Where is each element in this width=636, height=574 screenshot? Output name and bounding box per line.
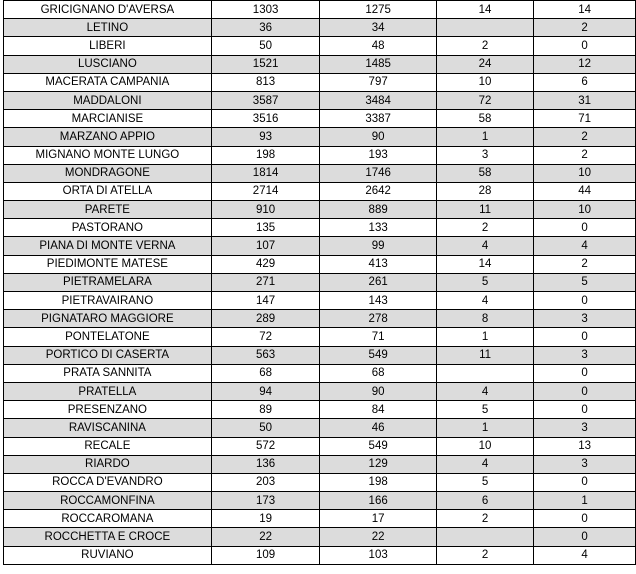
municipality-cell: PIETRAVAIRANO [4, 292, 212, 310]
value-cell-col4: 31 [534, 91, 636, 109]
table-row [4, 273, 636, 291]
value-cell-col1: 563 [211, 346, 320, 364]
value-cell-col4: 0 [534, 37, 636, 55]
table-row [4, 164, 636, 182]
municipality-cell: RUVIANO [4, 546, 212, 564]
value-cell-col4: 0 [534, 401, 636, 419]
value-cell-col1: 94 [211, 382, 320, 400]
value-cell-col1: 147 [211, 292, 320, 310]
municipality-cell: LETINO [4, 19, 212, 37]
value-cell-col1: 72 [211, 328, 320, 346]
value-cell-col1: 89 [211, 401, 320, 419]
value-cell-col4: 71 [534, 110, 636, 128]
value-cell-col4: 10 [534, 201, 636, 219]
value-cell-col1: 572 [211, 437, 320, 455]
value-cell-col3: 4 [436, 237, 533, 255]
value-cell-col2: 90 [320, 382, 436, 400]
table-row [4, 492, 636, 510]
municipality-cell: LUSCIANO [4, 55, 212, 73]
municipality-cell: PIEDIMONTE MATESE [4, 255, 212, 273]
value-cell-col2: 889 [320, 201, 436, 219]
value-cell-col4: 4 [534, 546, 636, 564]
value-cell-col1: 1303 [211, 1, 320, 19]
value-cell-col4: 3 [534, 310, 636, 328]
municipality-cell: ROCCHETTA E CROCE [4, 528, 212, 546]
value-cell-col4: 5 [534, 273, 636, 291]
value-cell-col4: 14 [534, 1, 636, 19]
value-cell-col2: 103 [320, 546, 436, 564]
value-cell-col2: 1275 [320, 1, 436, 19]
value-cell-col4: 0 [534, 510, 636, 528]
value-cell-col1: 173 [211, 492, 320, 510]
value-cell-col4: 10 [534, 164, 636, 182]
value-cell-col3: 10 [436, 73, 533, 91]
table-row [4, 346, 636, 364]
table-row [4, 182, 636, 200]
value-cell-col1: 19 [211, 510, 320, 528]
value-cell-col4: 0 [534, 382, 636, 400]
value-cell-col2: 22 [320, 528, 436, 546]
value-cell-col2: 71 [320, 328, 436, 346]
municipality-cell: PIANA DI MONTE VERNA [4, 237, 212, 255]
value-cell-col3: 3 [436, 146, 533, 164]
value-cell-col4: 1 [534, 492, 636, 510]
table-row [4, 292, 636, 310]
value-cell-col1: 136 [211, 455, 320, 473]
municipality-cell: PONTELATONE [4, 328, 212, 346]
value-cell-col1: 22 [211, 528, 320, 546]
value-cell-col2: 46 [320, 419, 436, 437]
value-cell-col4: 0 [534, 328, 636, 346]
value-cell-col3: 4 [436, 382, 533, 400]
value-cell-col1: 289 [211, 310, 320, 328]
value-cell-col2: 413 [320, 255, 436, 273]
value-cell-col3: 2 [436, 546, 533, 564]
value-cell-col4: 12 [534, 55, 636, 73]
table-row [4, 37, 636, 55]
value-cell-col3: 58 [436, 164, 533, 182]
table-row [4, 55, 636, 73]
value-cell-col2: 3387 [320, 110, 436, 128]
value-cell-col1: 198 [211, 146, 320, 164]
value-cell-col2: 193 [320, 146, 436, 164]
value-cell-col3: 4 [436, 455, 533, 473]
value-cell-col2: 84 [320, 401, 436, 419]
value-cell-col1: 36 [211, 19, 320, 37]
value-cell-col4: 2 [534, 255, 636, 273]
municipality-cell: MARZANO APPIO [4, 128, 212, 146]
value-cell-col3: 14 [436, 1, 533, 19]
value-cell-col3: 10 [436, 437, 533, 455]
value-cell-col3: 1 [436, 328, 533, 346]
value-cell-col4: 0 [534, 528, 636, 546]
value-cell-col1: 50 [211, 419, 320, 437]
value-cell-col3: 28 [436, 182, 533, 200]
table-row [4, 310, 636, 328]
municipality-cell: MACERATA CAMPANIA [4, 73, 212, 91]
value-cell-col1: 68 [211, 364, 320, 382]
municipality-cell: PIGNATARO MAGGIORE [4, 310, 212, 328]
table-row [4, 1, 636, 19]
municipality-cell: ROCCA D'EVANDRO [4, 473, 212, 491]
value-cell-col3: 11 [436, 201, 533, 219]
value-cell-col3: 1 [436, 128, 533, 146]
value-cell-col4: 3 [534, 455, 636, 473]
value-cell-col3: 72 [436, 91, 533, 109]
value-cell-col2: 99 [320, 237, 436, 255]
table-row [4, 255, 636, 273]
municipality-cell: ROCCAMONFINA [4, 492, 212, 510]
value-cell-col1: 109 [211, 546, 320, 564]
municipality-cell: ROCCAROMANA [4, 510, 212, 528]
value-cell-col3: 5 [436, 473, 533, 491]
value-cell-col3: 58 [436, 110, 533, 128]
value-cell-col2: 133 [320, 219, 436, 237]
table-row [4, 110, 636, 128]
value-cell-col3: 5 [436, 401, 533, 419]
value-cell-col1: 1814 [211, 164, 320, 182]
municipality-cell: RIARDO [4, 455, 212, 473]
value-cell-col2: 68 [320, 364, 436, 382]
municipality-table [3, 0, 636, 565]
value-cell-col2: 143 [320, 292, 436, 310]
value-cell-col1: 3587 [211, 91, 320, 109]
value-cell-col3 [436, 364, 533, 382]
table-row [4, 201, 636, 219]
value-cell-col3: 5 [436, 273, 533, 291]
value-cell-col1: 271 [211, 273, 320, 291]
value-cell-col2: 17 [320, 510, 436, 528]
municipality-cell: PRATELLA [4, 382, 212, 400]
municipality-cell: ORTA DI ATELLA [4, 182, 212, 200]
table-body [4, 1, 636, 565]
value-cell-col2: 48 [320, 37, 436, 55]
municipality-cell: PRATA SANNITA [4, 364, 212, 382]
value-cell-col3: 2 [436, 37, 533, 55]
table-row [4, 19, 636, 37]
value-cell-col4: 2 [534, 19, 636, 37]
value-cell-col3 [436, 528, 533, 546]
table-row [4, 364, 636, 382]
value-cell-col4: 4 [534, 237, 636, 255]
value-cell-col3: 1 [436, 419, 533, 437]
table-row [4, 528, 636, 546]
table-row [4, 328, 636, 346]
table-row [4, 73, 636, 91]
value-cell-col3 [436, 19, 533, 37]
value-cell-col2: 797 [320, 73, 436, 91]
table-row [4, 382, 636, 400]
value-cell-col3: 14 [436, 255, 533, 273]
table-row [4, 128, 636, 146]
municipality-cell: PORTICO DI CASERTA [4, 346, 212, 364]
value-cell-col2: 1746 [320, 164, 436, 182]
value-cell-col3: 2 [436, 510, 533, 528]
value-cell-col1: 107 [211, 237, 320, 255]
value-cell-col2: 278 [320, 310, 436, 328]
table-row [4, 437, 636, 455]
municipality-cell: MADDALONI [4, 91, 212, 109]
table-row [4, 401, 636, 419]
municipality-cell: GRICIGNANO D'AVERSA [4, 1, 212, 19]
value-cell-col1: 50 [211, 37, 320, 55]
municipality-cell: MONDRAGONE [4, 164, 212, 182]
table-row [4, 546, 636, 564]
value-cell-col1: 813 [211, 73, 320, 91]
table-row [4, 473, 636, 491]
value-cell-col1: 93 [211, 128, 320, 146]
value-cell-col2: 129 [320, 455, 436, 473]
municipality-cell: PIETRAMELARA [4, 273, 212, 291]
municipality-cell: PASTORANO [4, 219, 212, 237]
value-cell-col2: 90 [320, 128, 436, 146]
value-cell-col1: 135 [211, 219, 320, 237]
value-cell-col4: 2 [534, 146, 636, 164]
table-row [4, 91, 636, 109]
value-cell-col2: 3484 [320, 91, 436, 109]
value-cell-col3: 2 [436, 219, 533, 237]
municipality-cell: MARCIANISE [4, 110, 212, 128]
value-cell-col1: 429 [211, 255, 320, 273]
value-cell-col4: 3 [534, 346, 636, 364]
value-cell-col2: 1485 [320, 55, 436, 73]
value-cell-col2: 34 [320, 19, 436, 37]
value-cell-col1: 3516 [211, 110, 320, 128]
municipality-cell: MIGNANO MONTE LUNGO [4, 146, 212, 164]
value-cell-col1: 2714 [211, 182, 320, 200]
value-cell-col3: 4 [436, 292, 533, 310]
table-row [4, 219, 636, 237]
value-cell-col2: 261 [320, 273, 436, 291]
value-cell-col1: 203 [211, 473, 320, 491]
value-cell-col2: 198 [320, 473, 436, 491]
value-cell-col3: 6 [436, 492, 533, 510]
value-cell-col3: 11 [436, 346, 533, 364]
value-cell-col4: 2 [534, 128, 636, 146]
value-cell-col4: 3 [534, 419, 636, 437]
table-row [4, 510, 636, 528]
value-cell-col2: 549 [320, 437, 436, 455]
value-cell-col4: 13 [534, 437, 636, 455]
value-cell-col4: 0 [534, 473, 636, 491]
value-cell-col4: 0 [534, 219, 636, 237]
value-cell-col1: 910 [211, 201, 320, 219]
value-cell-col3: 8 [436, 310, 533, 328]
table-row [4, 237, 636, 255]
value-cell-col4: 6 [534, 73, 636, 91]
municipality-cell: RECALE [4, 437, 212, 455]
value-cell-col4: 44 [534, 182, 636, 200]
table-row [4, 455, 636, 473]
value-cell-col3: 24 [436, 55, 533, 73]
value-cell-col4: 0 [534, 292, 636, 310]
table-row [4, 419, 636, 437]
municipality-cell: LIBERI [4, 37, 212, 55]
municipality-cell: RAVISCANINA [4, 419, 212, 437]
value-cell-col2: 2642 [320, 182, 436, 200]
value-cell-col1: 1521 [211, 55, 320, 73]
municipality-cell: PRESENZANO [4, 401, 212, 419]
table-row [4, 146, 636, 164]
value-cell-col4: 0 [534, 364, 636, 382]
municipality-cell: PARETE [4, 201, 212, 219]
value-cell-col2: 549 [320, 346, 436, 364]
value-cell-col2: 166 [320, 492, 436, 510]
